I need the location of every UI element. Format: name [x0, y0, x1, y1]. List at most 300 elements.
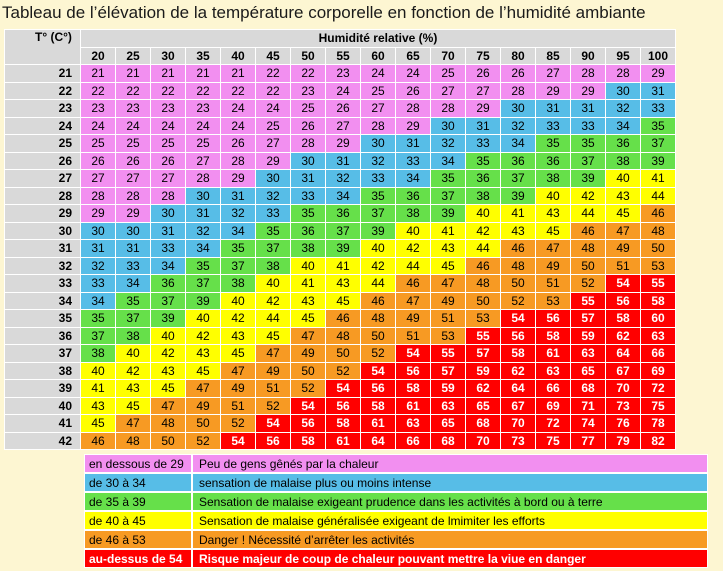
- heat-cell: 66: [641, 345, 676, 363]
- heat-cell: 45: [256, 327, 291, 345]
- heat-cell: 29: [396, 117, 431, 135]
- row-header-label: T° (C°): [5, 30, 81, 65]
- heat-cell: 39: [186, 292, 221, 310]
- legend-description: Sensation de malaise généralisée exigeant de lmimiter les efforts: [192, 511, 708, 530]
- heat-cell: 21: [186, 65, 221, 83]
- heat-cell: 56: [536, 310, 571, 328]
- heat-cell: 28: [291, 135, 326, 153]
- heat-cell: 69: [536, 397, 571, 415]
- heat-cell: 65: [431, 415, 466, 433]
- heat-cell: 34: [186, 240, 221, 258]
- heat-cell: 57: [466, 345, 501, 363]
- table-row: [5, 170, 676, 188]
- heat-cell: 34: [151, 257, 186, 275]
- table-row: [5, 397, 676, 415]
- heat-cell: 28: [396, 100, 431, 118]
- row-header-cell: 27: [5, 170, 81, 188]
- heat-cell: 49: [536, 257, 571, 275]
- heat-cell: 27: [326, 117, 361, 135]
- heat-cell: 57: [431, 362, 466, 380]
- table-row: [5, 240, 676, 258]
- heat-cell: 24: [361, 65, 396, 83]
- row-header-cell: 21: [5, 65, 81, 83]
- column-header-cell: 60: [361, 47, 396, 65]
- heat-cell: 28: [431, 100, 466, 118]
- column-header-cell: 50: [291, 47, 326, 65]
- column-header-label: Humidité relative (%): [81, 30, 676, 48]
- heat-cell: 59: [466, 362, 501, 380]
- heat-cell: 29: [641, 65, 676, 83]
- heat-cell: 30: [291, 152, 326, 170]
- heat-cell: 54: [291, 397, 326, 415]
- heat-cell: 23: [291, 82, 326, 100]
- heat-cell: 39: [641, 152, 676, 170]
- heat-cell: 30: [256, 170, 291, 188]
- heat-cell: 45: [536, 222, 571, 240]
- heat-cell: 38: [466, 187, 501, 205]
- heat-cell: 36: [536, 152, 571, 170]
- heat-cell: 49: [291, 345, 326, 363]
- heat-index-table: [4, 29, 676, 450]
- header-row-values: [5, 47, 676, 65]
- heat-cell: 55: [431, 345, 466, 363]
- row-header-cell: 34: [5, 292, 81, 310]
- heat-cell: 61: [536, 345, 571, 363]
- heat-cell: 37: [571, 152, 606, 170]
- legend-row: [84, 549, 708, 568]
- heat-cell: 34: [606, 117, 641, 135]
- heat-cell: 58: [536, 327, 571, 345]
- heat-cell: 68: [571, 380, 606, 398]
- heat-cell: 43: [151, 362, 186, 380]
- row-header-cell: 32: [5, 257, 81, 275]
- legend-description: Sensation de malaise exigeant prudence dans les activités à bord ou à terre: [192, 492, 708, 511]
- heat-cell: 38: [396, 205, 431, 223]
- heat-cell: 53: [536, 292, 571, 310]
- heat-cell: 30: [361, 135, 396, 153]
- row-header-cell: 42: [5, 432, 81, 450]
- heat-cell: 26: [116, 152, 151, 170]
- heat-cell: 37: [641, 135, 676, 153]
- heat-cell: 49: [606, 240, 641, 258]
- column-header-cell: 35: [186, 47, 221, 65]
- heat-cell: 31: [151, 222, 186, 240]
- heat-cell: 41: [501, 205, 536, 223]
- row-header-cell: 40: [5, 397, 81, 415]
- heat-cell: 29: [116, 205, 151, 223]
- heat-cell: 31: [186, 205, 221, 223]
- heat-cell: 73: [501, 432, 536, 450]
- heat-cell: 43: [501, 222, 536, 240]
- heat-cell: 29: [571, 82, 606, 100]
- heat-cell: 53: [466, 310, 501, 328]
- heat-cell: 29: [81, 205, 116, 223]
- heat-cell: 45: [326, 292, 361, 310]
- heat-cell: 64: [501, 380, 536, 398]
- heat-cell: 48: [326, 327, 361, 345]
- row-header-cell: 29: [5, 205, 81, 223]
- heat-cell: 35: [186, 257, 221, 275]
- table-row: [5, 292, 676, 310]
- heat-cell: 29: [536, 82, 571, 100]
- heat-cell: 38: [256, 257, 291, 275]
- heat-cell: 40: [361, 240, 396, 258]
- heat-cell: 70: [466, 432, 501, 450]
- heat-cell: 45: [291, 310, 326, 328]
- column-header-cell: 55: [326, 47, 361, 65]
- heat-cell: 33: [256, 205, 291, 223]
- heat-cell: 32: [431, 135, 466, 153]
- heat-cell: 36: [291, 222, 326, 240]
- column-header-cell: 65: [396, 47, 431, 65]
- heat-cell: 63: [536, 362, 571, 380]
- legend-range: de 35 à 39: [84, 492, 192, 511]
- heat-cell: 27: [431, 82, 466, 100]
- legend-row: [84, 454, 708, 473]
- heat-cell: 21: [81, 65, 116, 83]
- heat-cell: 38: [536, 170, 571, 188]
- heat-cell: 45: [606, 205, 641, 223]
- heat-cell: 24: [396, 65, 431, 83]
- heat-cell: 52: [501, 292, 536, 310]
- table-row: [5, 432, 676, 450]
- heat-cell: 41: [326, 257, 361, 275]
- row-header-cell: 24: [5, 117, 81, 135]
- heat-cell: 51: [256, 380, 291, 398]
- heat-cell: 54: [361, 362, 396, 380]
- heat-cell: 39: [326, 240, 361, 258]
- heat-cell: 25: [81, 135, 116, 153]
- heat-cell: 25: [151, 135, 186, 153]
- heat-cell: 52: [256, 397, 291, 415]
- heat-cell: 24: [81, 117, 116, 135]
- heat-cell: 56: [606, 292, 641, 310]
- heat-cell: 33: [361, 170, 396, 188]
- heat-cell: 21: [116, 65, 151, 83]
- heat-cell: 58: [291, 432, 326, 450]
- table-row: [5, 100, 676, 118]
- row-header-cell: 31: [5, 240, 81, 258]
- legend-row: [84, 530, 708, 549]
- heat-cell: 36: [151, 275, 186, 293]
- heat-cell: 28: [221, 152, 256, 170]
- heat-cell: 49: [186, 397, 221, 415]
- heat-cell: 47: [606, 222, 641, 240]
- heat-cell: 68: [466, 415, 501, 433]
- heat-cell: 29: [326, 135, 361, 153]
- heat-cell: 62: [606, 327, 641, 345]
- heat-cell: 34: [81, 292, 116, 310]
- heat-cell: 31: [396, 135, 431, 153]
- heat-cell: 70: [606, 380, 641, 398]
- heat-cell: 42: [221, 310, 256, 328]
- heat-cell: 28: [501, 82, 536, 100]
- heat-cell: 53: [641, 257, 676, 275]
- heat-cell: 46: [396, 275, 431, 293]
- heat-cell: 27: [116, 170, 151, 188]
- heat-cell: 74: [571, 415, 606, 433]
- heat-cell: 35: [466, 152, 501, 170]
- heat-cell: 56: [501, 327, 536, 345]
- heat-cell: 58: [641, 292, 676, 310]
- legend-row: [84, 511, 708, 530]
- heat-cell: 70: [501, 415, 536, 433]
- heat-cell: 43: [116, 380, 151, 398]
- heat-cell: 47: [186, 380, 221, 398]
- row-header-cell: 26: [5, 152, 81, 170]
- heat-cell: 26: [466, 65, 501, 83]
- table-row: [5, 362, 676, 380]
- heat-cell: 33: [291, 187, 326, 205]
- heat-cell: 32: [221, 205, 256, 223]
- row-header-cell: 30: [5, 222, 81, 240]
- heat-cell: 61: [396, 397, 431, 415]
- heat-cell: 23: [81, 100, 116, 118]
- heat-cell: 45: [81, 415, 116, 433]
- heat-cell: 63: [571, 345, 606, 363]
- heat-cell: 27: [151, 170, 186, 188]
- heat-cell: 34: [326, 187, 361, 205]
- heat-cell: 33: [641, 100, 676, 118]
- heat-cell: 22: [186, 82, 221, 100]
- heat-cell: 28: [116, 187, 151, 205]
- heat-cell: 38: [221, 275, 256, 293]
- heat-cell: 24: [221, 100, 256, 118]
- heat-cell: 24: [326, 82, 361, 100]
- heat-cell: 30: [186, 187, 221, 205]
- heat-cell: 29: [256, 152, 291, 170]
- heat-cell: 47: [431, 275, 466, 293]
- heat-cell: 41: [641, 170, 676, 188]
- heat-cell: 32: [361, 152, 396, 170]
- heat-cell: 48: [571, 240, 606, 258]
- heat-cell: 39: [361, 222, 396, 240]
- heat-cell: 26: [396, 82, 431, 100]
- heat-cell: 63: [396, 415, 431, 433]
- heat-cell: 31: [326, 152, 361, 170]
- heat-cell: 43: [606, 187, 641, 205]
- heat-cell: 40: [116, 345, 151, 363]
- heat-cell: 47: [116, 415, 151, 433]
- heat-cell: 34: [501, 135, 536, 153]
- heat-cell: 40: [291, 257, 326, 275]
- heat-cell: 36: [501, 152, 536, 170]
- heat-cell: 40: [151, 327, 186, 345]
- heat-cell: 23: [326, 65, 361, 83]
- column-header-cell: 95: [606, 47, 641, 65]
- heat-cell: 30: [606, 82, 641, 100]
- heat-cell: 33: [396, 152, 431, 170]
- legend-range: de 40 à 45: [84, 511, 192, 530]
- heat-cell: 24: [116, 117, 151, 135]
- heat-cell: 66: [536, 380, 571, 398]
- heat-cell: 44: [571, 205, 606, 223]
- heat-cell: 63: [641, 327, 676, 345]
- heat-cell: 56: [396, 362, 431, 380]
- table-row: [5, 152, 676, 170]
- heat-cell: 32: [81, 257, 116, 275]
- heat-cell: 34: [396, 170, 431, 188]
- heat-cell: 45: [151, 380, 186, 398]
- heat-cell: 21: [221, 65, 256, 83]
- legend-range: de 30 à 34: [84, 473, 192, 492]
- heat-cell: 51: [431, 310, 466, 328]
- heat-cell: 43: [431, 240, 466, 258]
- heat-cell: 30: [431, 117, 466, 135]
- heat-cell: 27: [186, 152, 221, 170]
- heat-cell: 43: [326, 275, 361, 293]
- table-row: [5, 187, 676, 205]
- heat-cell: 48: [116, 432, 151, 450]
- heat-cell: 22: [221, 82, 256, 100]
- heat-cell: 67: [501, 397, 536, 415]
- heat-cell: 45: [186, 362, 221, 380]
- heat-cell: 39: [431, 205, 466, 223]
- heat-cell: 37: [256, 240, 291, 258]
- heat-cell: 37: [151, 292, 186, 310]
- heat-cell: 26: [81, 152, 116, 170]
- heat-cell: 50: [186, 415, 221, 433]
- column-header-cell: 80: [501, 47, 536, 65]
- legend-range: en dessous de 29: [84, 454, 192, 473]
- row-header-cell: 22: [5, 82, 81, 100]
- heat-cell: 25: [361, 82, 396, 100]
- heat-cell: 56: [326, 397, 361, 415]
- heat-cell: 35: [571, 135, 606, 153]
- heat-cell: 59: [571, 327, 606, 345]
- heat-cell: 43: [291, 292, 326, 310]
- heat-cell: 33: [466, 135, 501, 153]
- table-row: [5, 415, 676, 433]
- heat-cell: 45: [116, 397, 151, 415]
- table-row: [5, 65, 676, 83]
- heat-cell: 47: [221, 362, 256, 380]
- heat-cell: 31: [536, 100, 571, 118]
- row-header-cell: 36: [5, 327, 81, 345]
- heat-cell: 33: [116, 257, 151, 275]
- heat-cell: 68: [431, 432, 466, 450]
- heat-cell: 47: [396, 292, 431, 310]
- heat-cell: 50: [466, 292, 501, 310]
- heat-cell: 22: [256, 82, 291, 100]
- heat-cell: 42: [361, 257, 396, 275]
- heat-cell: 41: [291, 275, 326, 293]
- column-header-cell: 70: [431, 47, 466, 65]
- heat-cell: 56: [291, 415, 326, 433]
- heat-cell: 79: [606, 432, 641, 450]
- table-row: [5, 327, 676, 345]
- legend-range: de 46 à 53: [84, 530, 192, 549]
- heat-cell: 31: [221, 187, 256, 205]
- heat-cell: 22: [151, 82, 186, 100]
- heat-cell: 29: [221, 170, 256, 188]
- column-header-cell: 85: [536, 47, 571, 65]
- heat-cell: 33: [536, 117, 571, 135]
- heat-cell: 32: [606, 100, 641, 118]
- heat-cell: 32: [256, 187, 291, 205]
- heat-cell: 31: [116, 240, 151, 258]
- column-header-cell: 20: [81, 47, 116, 65]
- heat-cell: 40: [396, 222, 431, 240]
- legend-description: Risque majeur de coup de chaleur pouvant mettre la viue en danger: [192, 549, 708, 568]
- heat-cell: 35: [291, 205, 326, 223]
- column-header-cell: 45: [256, 47, 291, 65]
- heat-cell: 35: [536, 135, 571, 153]
- heat-cell: 54: [256, 415, 291, 433]
- heat-cell: 35: [116, 292, 151, 310]
- table-row: [5, 310, 676, 328]
- heat-cell: 25: [431, 65, 466, 83]
- heat-cell: 47: [291, 327, 326, 345]
- heat-cell: 63: [431, 397, 466, 415]
- heat-cell: 29: [466, 100, 501, 118]
- heat-cell: 46: [571, 222, 606, 240]
- heat-cell: 43: [81, 397, 116, 415]
- heat-cell: 73: [606, 397, 641, 415]
- heat-cell: 22: [256, 65, 291, 83]
- heat-cell: 47: [256, 345, 291, 363]
- heat-cell: 23: [186, 100, 221, 118]
- heat-cell: 59: [431, 380, 466, 398]
- heat-cell: 31: [571, 100, 606, 118]
- heat-cell: 61: [361, 415, 396, 433]
- heat-cell: 65: [466, 397, 501, 415]
- heat-cell: 78: [641, 415, 676, 433]
- column-header-cell: 25: [116, 47, 151, 65]
- heat-cell: 36: [466, 170, 501, 188]
- column-header-cell: 90: [571, 47, 606, 65]
- heat-cell: 69: [641, 362, 676, 380]
- heat-cell: 39: [501, 187, 536, 205]
- heat-cell: 33: [571, 117, 606, 135]
- column-header-cell: 75: [466, 47, 501, 65]
- heat-cell: 33: [81, 275, 116, 293]
- table-body: [5, 65, 676, 450]
- heat-cell: 42: [186, 327, 221, 345]
- heat-cell: 72: [536, 415, 571, 433]
- heat-cell: 64: [361, 432, 396, 450]
- heat-cell: 50: [326, 345, 361, 363]
- heat-cell: 40: [221, 292, 256, 310]
- heat-cell: 25: [116, 135, 151, 153]
- table-row: [5, 275, 676, 293]
- heat-cell: 50: [291, 362, 326, 380]
- heat-cell: 43: [536, 205, 571, 223]
- heat-cell: 54: [606, 275, 641, 293]
- heat-cell: 34: [431, 152, 466, 170]
- heat-cell: 55: [466, 327, 501, 345]
- heat-cell: 47: [151, 397, 186, 415]
- legend-description: sensation de malaise plus ou moins intense: [192, 473, 708, 492]
- table-row: [5, 135, 676, 153]
- heat-cell: 55: [641, 275, 676, 293]
- heat-cell: 28: [571, 65, 606, 83]
- heat-cell: 76: [606, 415, 641, 433]
- header-row-top: [5, 30, 676, 48]
- heat-cell: 42: [466, 222, 501, 240]
- row-header-cell: 23: [5, 100, 81, 118]
- heat-cell: 58: [606, 310, 641, 328]
- heat-cell: 26: [221, 135, 256, 153]
- heat-cell: 58: [361, 397, 396, 415]
- heat-cell: 25: [291, 100, 326, 118]
- heat-cell: 55: [571, 292, 606, 310]
- heat-cell: 50: [361, 327, 396, 345]
- heat-cell: 46: [641, 205, 676, 223]
- heat-cell: 35: [221, 240, 256, 258]
- heat-cell: 46: [81, 432, 116, 450]
- heat-cell: 52: [186, 432, 221, 450]
